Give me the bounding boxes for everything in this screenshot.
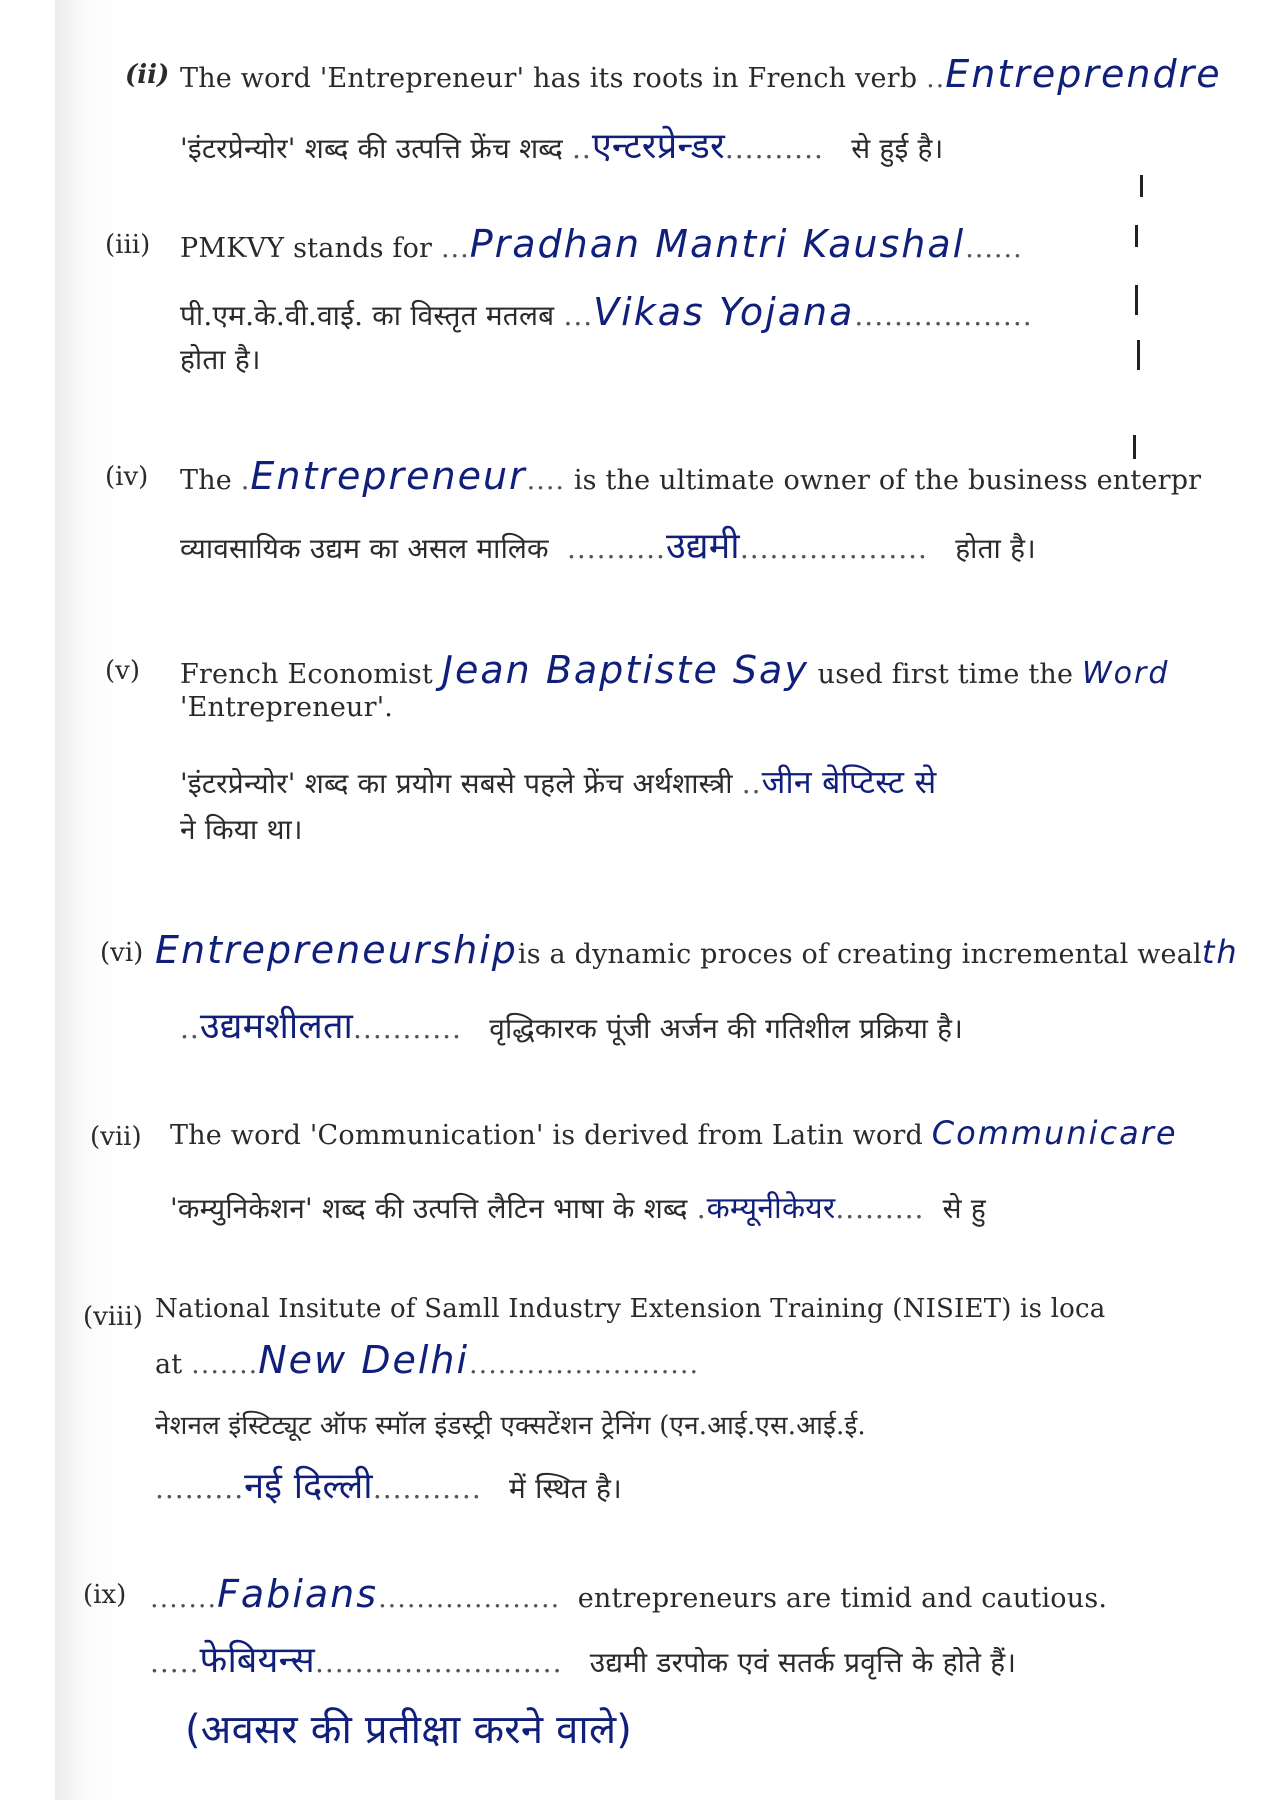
question-number: (vi) bbox=[100, 938, 144, 968]
handwritten-note: (अवसर की प्रतीक्षा करने वाले) bbox=[185, 1707, 633, 1753]
prompt-text-hindi: पी.एम.के.वी.वाई. का विस्तृत मतलब bbox=[180, 299, 555, 332]
english-line bbox=[170, 1114, 1178, 1152]
prompt-text-hindi: 'इंटरप्रेन्योर' शब्द की उत्पत्ति फ्रेंच शब्द bbox=[180, 132, 563, 165]
handwritten-answer-hindi: नई दिल्ली bbox=[244, 1466, 373, 1507]
hindi-line: ..उद्यमशीलता........... वृद्धिकारक पूंजी अर्जन की गतिशील प्रक्रिया है। bbox=[180, 1006, 964, 1047]
hindi-line: 'कम्युनिकेशन' शब्द की उत्पत्ति लैटिन भाषा के शब्द .कम्यूनीकेयर......... से हु bbox=[170, 1191, 986, 1226]
prompt-end-hindi: ने किया था। bbox=[180, 813, 303, 846]
hindi-line bbox=[155, 1406, 866, 1442]
question-number: (v) bbox=[105, 656, 140, 686]
prompt-text-hindi: नेशनल इंस्टिट्यूट ऑफ स्मॉल इंडस्ट्री एक्सटेंशन ट्रेनिंग (एन.आई.एस.आई.ई. bbox=[155, 1411, 866, 1441]
handwritten-answer-word: Word bbox=[1082, 656, 1170, 691]
prompt-end-hindi: होता है। bbox=[180, 343, 261, 376]
english-line: The word 'Entrepreneur' has its roots in French verb ..Entreprendre bbox=[180, 52, 1222, 96]
hindi-line-end bbox=[180, 340, 261, 378]
handwritten-answer: Entrepreneurship bbox=[155, 928, 518, 972]
prompt-pre: The bbox=[180, 465, 232, 496]
english-line-2 bbox=[180, 692, 393, 723]
prompt-text-hindi: व्यावसायिक उद्यम का असल मालिक bbox=[180, 532, 549, 565]
question-number: (vii) bbox=[90, 1122, 142, 1152]
prompt-text: is a dynamic proces of creating incremental weal bbox=[517, 939, 1202, 970]
handwritten-answer: Vikas Yojana bbox=[593, 290, 855, 334]
handwritten-answer: Fabians bbox=[217, 1572, 379, 1616]
handwritten-answer-hindi: फेबियन्स bbox=[199, 1640, 315, 1681]
english-line bbox=[180, 648, 1169, 692]
prompt-text-hindi: उद्यमी डरपोक एवं सतर्क प्रवृत्ति के होते हैं। bbox=[589, 1646, 1017, 1679]
handwritten-answer-hindi: एन्टरप्रेन्डर bbox=[591, 126, 725, 167]
hindi-line-2: .........नई दिल्ली........... में स्थित है। bbox=[155, 1466, 622, 1507]
hindi-line: 'इंटरप्रेन्योर' शब्द की उत्पत्ति फ्रेंच शब्द ..एन्टरप्रेन्डर.......... से हुई है। bbox=[180, 126, 944, 167]
english-line: PMKVY stands for ...Pradhan Mantri Kaushal...... bbox=[180, 222, 1023, 266]
worksheet-page bbox=[55, 0, 1239, 1800]
prompt-pre: French Economist bbox=[180, 659, 433, 690]
handwritten-answer-hindi: जीन बेप्टिस्ट से bbox=[761, 763, 937, 801]
hindi-line: व्यावसायिक उद्यम का असल मालिक ..........उद्यमी................... होता है। bbox=[180, 526, 1036, 567]
margin-mark bbox=[1133, 435, 1136, 459]
prompt-text: entrepreneurs are timid and cautious. bbox=[577, 1583, 1108, 1614]
handwritten-answer-hindi: उद्यमी bbox=[665, 526, 740, 567]
prompt-pre: at bbox=[155, 1349, 183, 1380]
english-line-2: at .......New Delhi........................ bbox=[155, 1338, 700, 1382]
hindi-line: 'इंटरप्रेन्योर' शब्द का प्रयोग सबसे पहले फ्रेंच अर्थशास्त्री ..जीन बेप्टिस्ट से bbox=[180, 763, 937, 801]
prompt-text: National Insitute of Samll Industry Extension Training (NISIET) is loca bbox=[155, 1294, 1106, 1324]
handwritten-answer: New Delhi bbox=[258, 1338, 470, 1382]
prompt-text-hindi: 'इंटरप्रेन्योर' शब्द का प्रयोग सबसे पहले फ्रेंच अर्थशास्त्री bbox=[180, 767, 733, 800]
margin-mark bbox=[1140, 175, 1143, 197]
hindi-line: पी.एम.के.वी.वाई. का विस्तृत मतलब ...Vikas Yojana.................. bbox=[180, 290, 1033, 334]
prompt-text: PMKVY stands for bbox=[180, 233, 433, 264]
prompt-text: used first time the bbox=[817, 659, 1074, 690]
handwritten-answer-hindi: उद्यमशीलता bbox=[199, 1006, 354, 1047]
hindi-line: .....फेबियन्स......................... उद्यमी डरपोक एवं सतर्क प्रवृत्ति के होते हैं। bbox=[150, 1640, 1017, 1681]
prompt-end-hindi: होता है। bbox=[955, 532, 1036, 565]
prompt-text-2: 'Entrepreneur'. bbox=[180, 692, 394, 723]
margin-mark bbox=[1135, 225, 1138, 247]
hindi-line-end bbox=[180, 810, 303, 848]
handwritten-answer: Entreprendre bbox=[945, 52, 1222, 96]
prompt-text: is the ultimate owner of the business enterpr bbox=[573, 465, 1202, 496]
handwritten-answer: Entrepreneur bbox=[250, 454, 527, 498]
prompt-end-hindi: से हु bbox=[942, 1192, 986, 1225]
question-number: (viii) bbox=[83, 1302, 143, 1332]
handwritten-answer: Communicare bbox=[931, 1114, 1178, 1152]
question-number: (ix) bbox=[83, 1580, 127, 1610]
english-line: The .Entrepreneur.... is the ultimate owner of the business enterpr bbox=[180, 454, 1202, 498]
english-line bbox=[155, 928, 1239, 972]
margin-mark bbox=[1137, 340, 1140, 370]
question-number: (iii) bbox=[105, 230, 151, 260]
question-number: (ii) bbox=[125, 60, 170, 90]
english-line bbox=[155, 1294, 1105, 1324]
margin-mark bbox=[1135, 285, 1138, 315]
prompt-text: The word 'Entrepreneur' has its roots in French verb bbox=[180, 63, 918, 94]
handwritten-answer: Pradhan Mantri Kaushal bbox=[469, 222, 966, 266]
prompt-end-hindi: में स्थित है। bbox=[509, 1472, 622, 1505]
prompt-text-hindi: वृद्धिकारक पूंजी अर्जन की गतिशील प्रक्रिया है। bbox=[489, 1012, 964, 1045]
handwritten-answer-hindi: कम्यूनीकेयर bbox=[706, 1191, 836, 1226]
handwritten-answer-end: th bbox=[1201, 933, 1239, 971]
handwritten-answer: Jean Baptiste Say bbox=[441, 648, 809, 692]
english-line: .......Fabians................... entrepreneurs are timid and cautious. bbox=[150, 1572, 1108, 1616]
handwritten-note-line bbox=[185, 1700, 632, 1755]
question-number: (iv) bbox=[105, 462, 149, 492]
prompt-text-hindi: 'कम्युनिकेशन' शब्द की उत्पत्ति लैटिन भाषा के शब्द bbox=[170, 1192, 688, 1225]
prompt-text: The word 'Communication' is derived from Latin word bbox=[170, 1120, 923, 1151]
prompt-end-hindi: से हुई है। bbox=[851, 132, 944, 165]
